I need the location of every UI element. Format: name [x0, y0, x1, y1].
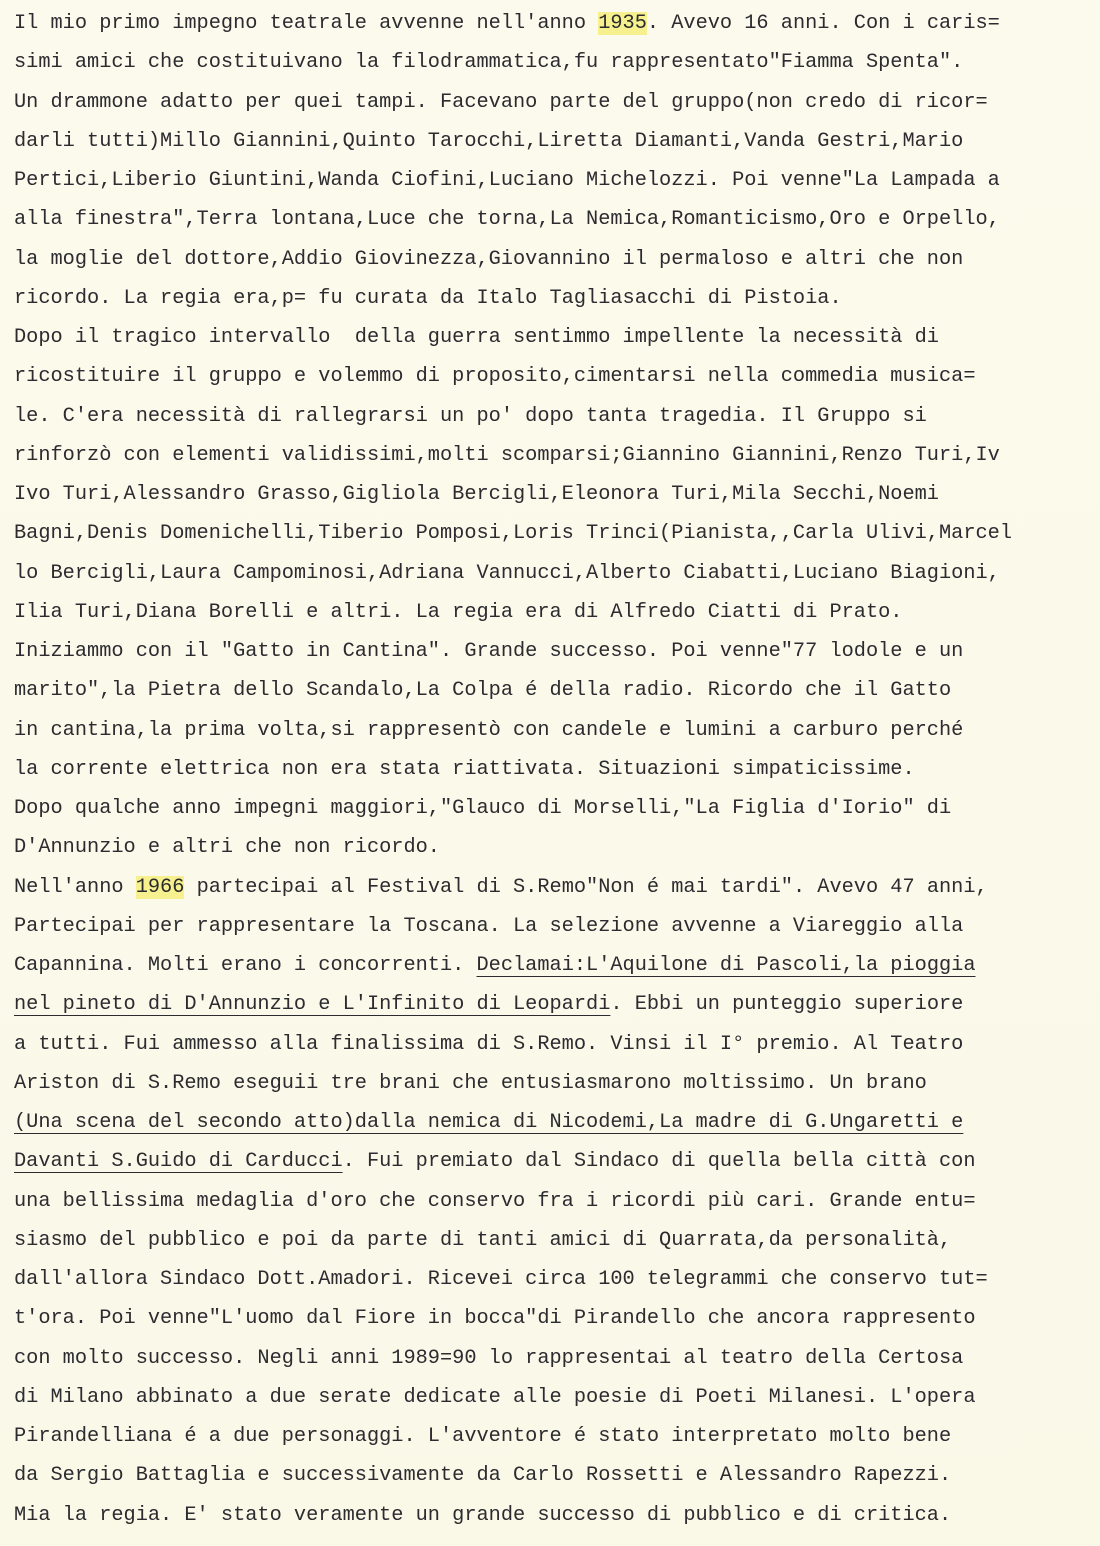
- text-line: [14, 240, 1100, 279]
- highlighted-year: 1935: [598, 12, 647, 35]
- text-line: [14, 1339, 1100, 1378]
- text-line: [14, 161, 1100, 200]
- text-line: [14, 122, 1100, 161]
- text-line: [14, 1064, 1100, 1103]
- text-line: [14, 279, 1100, 318]
- text-line: [14, 43, 1100, 82]
- text-line: [14, 985, 1100, 1024]
- text-line: [14, 1221, 1100, 1260]
- text-segment: . Fui premiato dal Sindaco di quella bella città con: [342, 1150, 976, 1174]
- text-segment: dall'allora Sindaco Dott.Amadori. Ricevei circa 100 telegrammi che conservo tut=: [14, 1268, 988, 1291]
- text-line: [14, 789, 1100, 828]
- text-line: [14, 1103, 1100, 1142]
- text-line: [14, 554, 1100, 593]
- text-segment: . Avevo 16 anni. Con i caris=: [646, 12, 1000, 35]
- text-segment: Un drammone adatto per quei tampi. Facevano parte del gruppo(non credo di ricor=: [14, 90, 988, 114]
- text-line: [14, 1260, 1100, 1299]
- text-line: [14, 475, 1100, 514]
- text-line: [14, 1182, 1100, 1221]
- text-segment: Pirandelliana é a due personaggi. L'avventore é stato interpretato molto bene: [14, 1425, 952, 1448]
- text-segment: t'ora. Poi venne"L'uomo dal Fiore in bocca"di Pirandello che ancora rappresento: [14, 1307, 976, 1331]
- text-segment: una bellissima medaglia d'oro che conservo fra i ricordi più cari. Grande entu=: [14, 1189, 976, 1213]
- text-segment: in cantina,la prima volta,si rappresentò con candele e lumini a carburo perché: [14, 718, 964, 742]
- text-line: [14, 200, 1100, 239]
- text-line: [14, 946, 1100, 985]
- text-segment: da Sergio Battaglia e successivamente da Carlo Rossetti e Alessandro Rapezzi.: [14, 1464, 952, 1488]
- underlined-text: (Una scena del secondo atto)dalla nemica di Nicodemi,La madre di G.Ungaretti e: [14, 1111, 964, 1134]
- text-segment: . Ebbi un punteggio superiore: [610, 993, 964, 1017]
- text-segment: Pertici,Liberio Giuntini,Wanda Ciofini,Luciano Michelozzi. Poi venne"La Lampada a: [14, 169, 1000, 192]
- text-segment: ricostituire il gruppo e volemmo di proposito,cimentarsi nella commedia musica=: [14, 365, 976, 389]
- text-line: [14, 397, 1100, 436]
- underlined-text: Davanti S.Guido di Carducci: [14, 1150, 343, 1174]
- text-segment: Ivo Turi,Alessandro Grasso,Gigliola Bercigli,Eleonora Turi,Mila Secchi,Noemi: [14, 483, 939, 506]
- text-line: [14, 318, 1100, 357]
- text-segment: partecipai al Festival di S.Remo"Non é mai tardi". Avevo 47 anni,: [184, 875, 988, 899]
- text-segment: di Milano abbinato a due serate dedicate alle poesie di Poeti Milanesi. L'opera: [14, 1385, 976, 1409]
- text-segment: le. C'era necessità di rallegrarsi un po' dopo tanta tragedia. Il Gruppo si: [14, 404, 927, 428]
- text-line: [14, 593, 1100, 632]
- text-segment: a tutti. Fui ammesso alla finalissima di S.Remo. Vinsi il I° premio. Al Teatro: [14, 1032, 964, 1056]
- text-line: [14, 4, 1100, 43]
- text-line: [14, 750, 1100, 789]
- text-line: [14, 436, 1100, 475]
- text-line: [14, 514, 1100, 553]
- text-line: [14, 671, 1100, 710]
- text-line: [14, 1142, 1100, 1181]
- text-line: [14, 1025, 1100, 1064]
- text-line: [14, 711, 1100, 750]
- text-segment: ricordo. La regia era,p= fu curata da Italo Tagliasacchi di Pistoia.: [14, 286, 842, 310]
- text-segment: la moglie del dottore,Addio Giovinezza,Giovannino il permaloso e altri che non: [14, 247, 964, 271]
- text-segment: Bagni,Denis Domenichelli,Tiberio Pomposi,Loris Trinci(Pianista,,Carla Ulivi,Marcel: [14, 522, 1012, 546]
- text-line: [14, 828, 1100, 867]
- text-line: [14, 1378, 1100, 1417]
- text-line: [14, 1496, 1100, 1535]
- text-segment: alla finestra",Terra lontana,Luce che torna,La Nemica,Romanticismo,Oro e Orpello,: [14, 208, 1000, 232]
- document-body: [14, 4, 1100, 1535]
- text-line: [14, 1299, 1100, 1338]
- text-segment: Ariston di S.Remo eseguii tre brani che entusiasmarono moltissimo. Un brano: [14, 1071, 927, 1095]
- text-line: [14, 1456, 1100, 1495]
- underlined-text: Declamai:L'Aquilone di Pascoli,la pioggia: [476, 954, 976, 977]
- text-segment: Il mio primo impegno teatrale avvenne nell'anno: [14, 12, 599, 35]
- text-line: [14, 357, 1100, 396]
- text-segment: Capannina. Molti erano i concorrenti.: [14, 954, 477, 977]
- text-segment: lo Bercigli,Laura Campominosi,Adriana Vannucci,Alberto Ciabatti,Luciano Biagioni,: [14, 561, 1000, 585]
- text-segment: marito",la Pietra dello Scandalo,La Colpa é della radio. Ricordo che il Gatto: [14, 679, 952, 703]
- text-segment: Dopo il tragico intervallo della guerra sentimmo impellente la necessità di: [14, 326, 939, 349]
- text-segment: rinforzò con elementi validissimi,molti scomparsi;Giannino Giannini,Renzo Turi,Iv: [14, 443, 1000, 467]
- text-line: [14, 907, 1100, 946]
- text-segment: Dopo qualche anno impegni maggiori,"Glauco di Morselli,"La Figlia d'Iorio" di: [14, 797, 952, 820]
- text-line: [14, 632, 1100, 671]
- text-segment: Partecipai per rappresentare la Toscana. La selezione avvenne a Viareggio alla: [14, 914, 964, 938]
- text-line: [14, 83, 1100, 122]
- text-segment: la corrente elettrica non era stata riattivata. Situazioni simpaticissime.: [14, 757, 915, 781]
- text-line: [14, 1417, 1100, 1456]
- text-segment: darli tutti)Millo Giannini,Quinto Tarocchi,Liretta Diamanti,Vanda Gestri,Mario: [14, 129, 964, 153]
- text-line: [14, 868, 1100, 907]
- text-segment: siasmo del pubblico e poi da parte di tanti amici di Quarrata,da personalità,: [14, 1228, 952, 1252]
- text-segment: simi amici che costituivano la filodrammatica,fu rappresentato"Fiamma Spenta".: [14, 51, 964, 75]
- underlined-text: nel pineto di D'Annunzio e L'Infinito di Leopardi: [14, 993, 611, 1017]
- text-segment: Iniziammo con il "Gatto in Cantina". Grande successo. Poi venne"77 lodole e un: [14, 640, 964, 663]
- highlighted-year: 1966: [135, 875, 185, 899]
- text-segment: Mia la regia. E' stato veramente un grande successo di pubblico e di critica.: [14, 1503, 952, 1527]
- text-segment: D'Annunzio e altri che non ricordo.: [14, 836, 440, 860]
- text-segment: Ilia Turi,Diana Borelli e altri. La regia era di Alfredo Ciatti di Prato.: [14, 600, 903, 624]
- text-segment: con molto successo. Negli anni 1989=90 lo rappresentai al teatro della Certosa: [14, 1346, 964, 1370]
- text-segment: Nell'anno: [14, 875, 136, 899]
